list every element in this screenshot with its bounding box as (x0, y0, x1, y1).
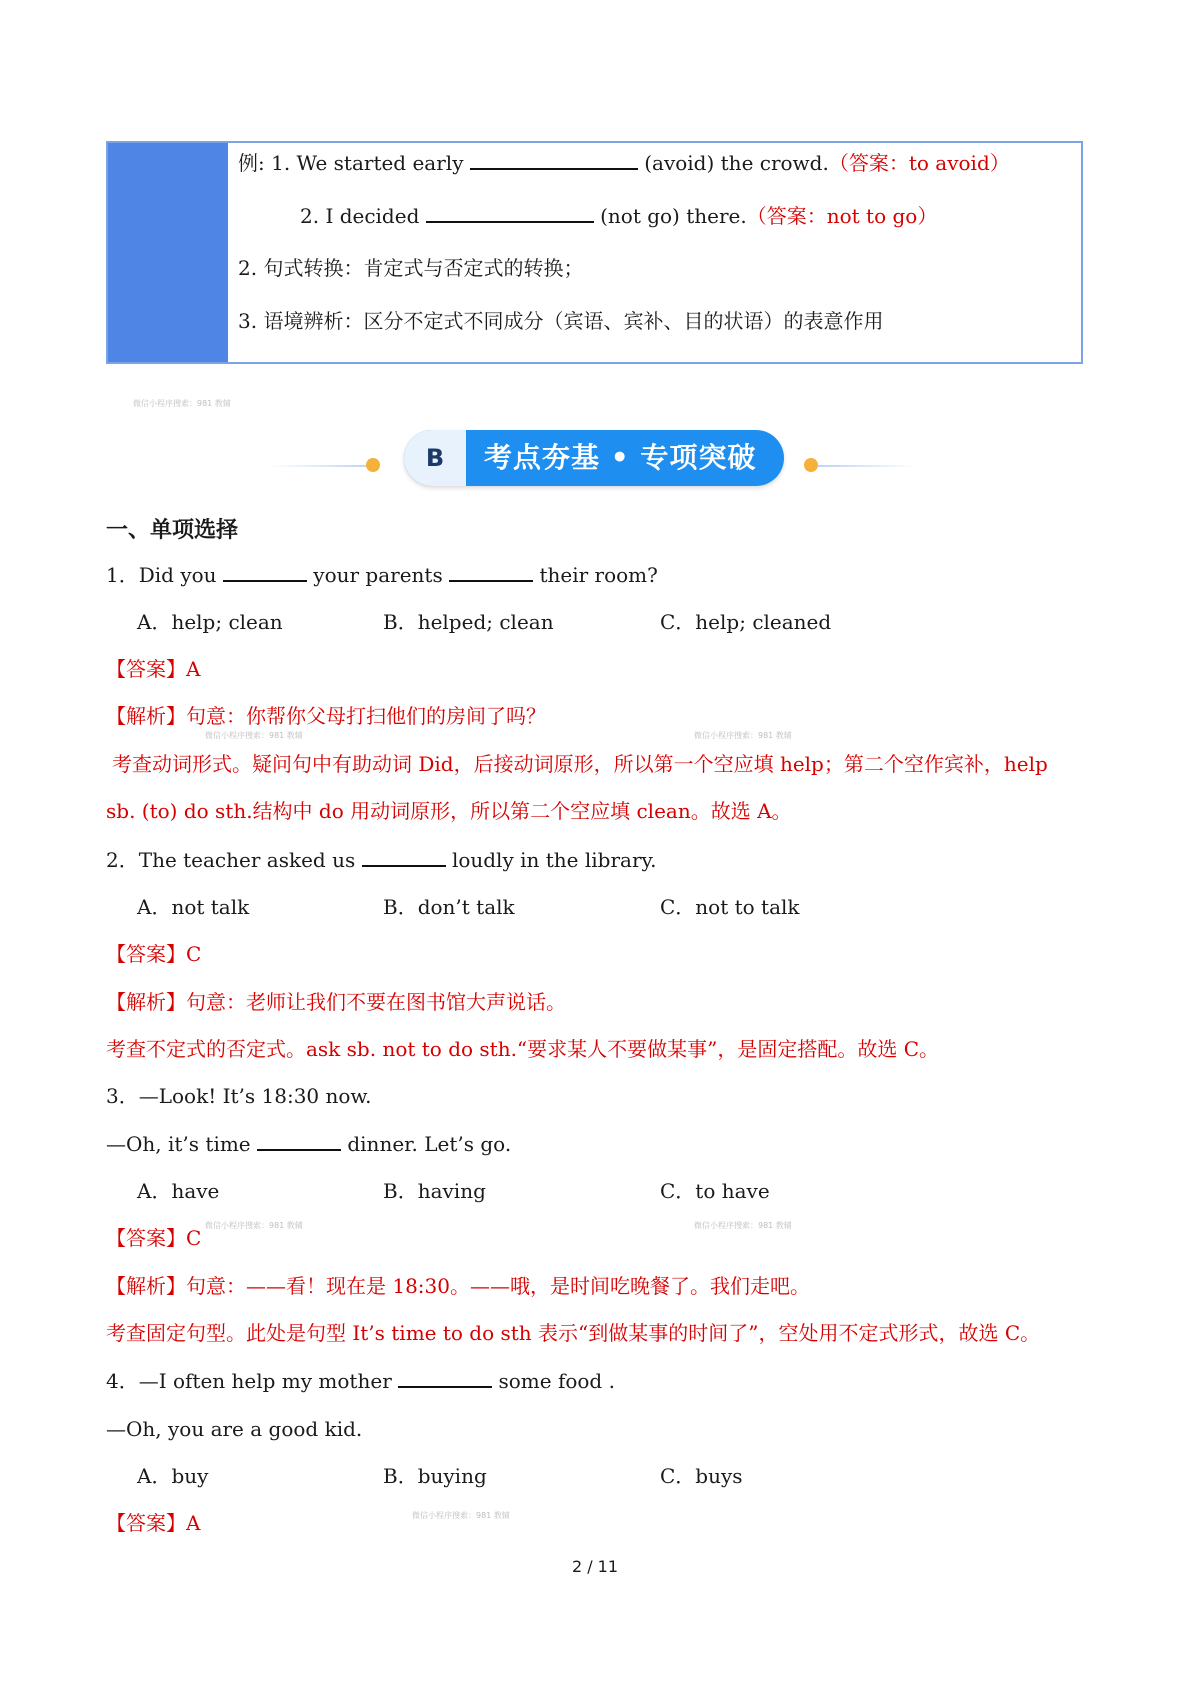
q3-option-b: B．having (383, 1179, 486, 1203)
q2-option-b: B．don’t talk (383, 895, 515, 919)
answer-blank (426, 203, 594, 223)
q4-option-c: C．buys (660, 1464, 743, 1488)
q1-answer: 【答案】A (106, 657, 201, 681)
q1-option-b: B．helped; clean (383, 610, 554, 634)
page-number: 2 / 11 (571, 1557, 619, 1576)
answer-blank (223, 562, 307, 582)
watermark: 微信小程序搜索：981 教辅 (133, 399, 231, 408)
box-accent-bar (108, 143, 228, 362)
answer-blank (362, 847, 446, 867)
q1-explanation-3: sb. (to) do sth.结构中 do 用动词原形，所以第二个空应填 clean。故选 A。 (106, 799, 792, 823)
question-4-line-2: —Oh, you are a good kid. (106, 1417, 363, 1441)
question-3: 3．—Look! It’s 18:30 now. (106, 1084, 372, 1108)
q3-explanation-1: 【解析】句意：——看！现在是 18:30。——哦，是时间吃晚餐了。我们走吧。 (106, 1274, 810, 1298)
section-banner (404, 430, 784, 486)
question-2: 2．The teacher asked us loudly in the library. (106, 848, 657, 872)
example-line-1: 例: 1. We started early (avoid) the crowd.（答案：to avoid） (238, 151, 1010, 175)
q3-answer: 【答案】C (106, 1226, 202, 1250)
section-heading: 一、单项选择 (106, 518, 239, 543)
point-context-analysis: 3. 语境辨析：区分不定式不同成分（宾语、宾补、目的状语）的表意作用 (238, 309, 884, 333)
question-1: 1．Did you your parents their room? (106, 563, 658, 587)
q2-answer: 【答案】C (106, 942, 202, 966)
watermark: 微信小程序搜索：981 教辅 (694, 731, 792, 740)
q2-explanation-2: 考查不定式的否定式。ask sb. not to do sth.“要求某人不要做某事”，是固定搭配。故选 C。 (106, 1037, 940, 1061)
q4-option-a: A．buy (137, 1464, 209, 1488)
watermark: 微信小程序搜索：981 教辅 (412, 1511, 510, 1520)
watermark: 微信小程序搜索：981 教辅 (205, 1221, 303, 1230)
answer-blank (398, 1368, 492, 1388)
q1-option-a: A．help; clean (137, 610, 283, 634)
point-sentence-transform: 2. 句式转换：肯定式与否定式的转换； (238, 256, 584, 280)
q1-explanation-1: 【解析】句意：你帮你父母打扫他们的房间了吗？ (106, 704, 546, 728)
question-3-line-2: —Oh, it’s time dinner. Let’s go. (106, 1132, 512, 1156)
example-line-2: 2. I decided (not go) there.（答案：not to go） (300, 204, 938, 228)
answer-blank (470, 150, 638, 170)
q4-option-b: B．buying (383, 1464, 487, 1488)
banner-line-right (818, 465, 918, 467)
banner-letter: B (404, 430, 466, 486)
banner-title: 考点夯基 • 专项突破 (484, 441, 757, 474)
watermark: 微信小程序搜索：981 教辅 (694, 1221, 792, 1230)
banner-line-left (270, 465, 370, 467)
q1-explanation-2: 考查动词形式。疑问句中有助动词 Did，后接动词原形，所以第一个空应填 help；第二个空作宾补，help (112, 752, 1048, 776)
q2-explanation-1: 【解析】句意：老师让我们不要在图书馆大声说话。 (106, 990, 566, 1014)
q3-option-c: C．to have (660, 1179, 770, 1203)
answer-blank (449, 562, 533, 582)
q3-explanation-2: 考查固定句型。此处是句型 It’s time to do sth 表示“到做某事的时间了”，空处用不定式形式，故选 C。 (106, 1321, 1041, 1345)
watermark: 微信小程序搜索：981 教辅 (205, 731, 303, 740)
q2-option-a: A．not talk (137, 895, 250, 919)
question-4: 4．—I often help my mother some food . (106, 1369, 615, 1393)
q1-option-c: C．help; cleaned (660, 610, 832, 634)
banner-dot-right (804, 458, 818, 472)
answer-blank (257, 1131, 341, 1151)
q4-answer: 【答案】A (106, 1511, 201, 1535)
banner-dot-left (366, 458, 380, 472)
q2-option-c: C．not to talk (660, 895, 800, 919)
q3-option-a: A．have (137, 1179, 220, 1203)
